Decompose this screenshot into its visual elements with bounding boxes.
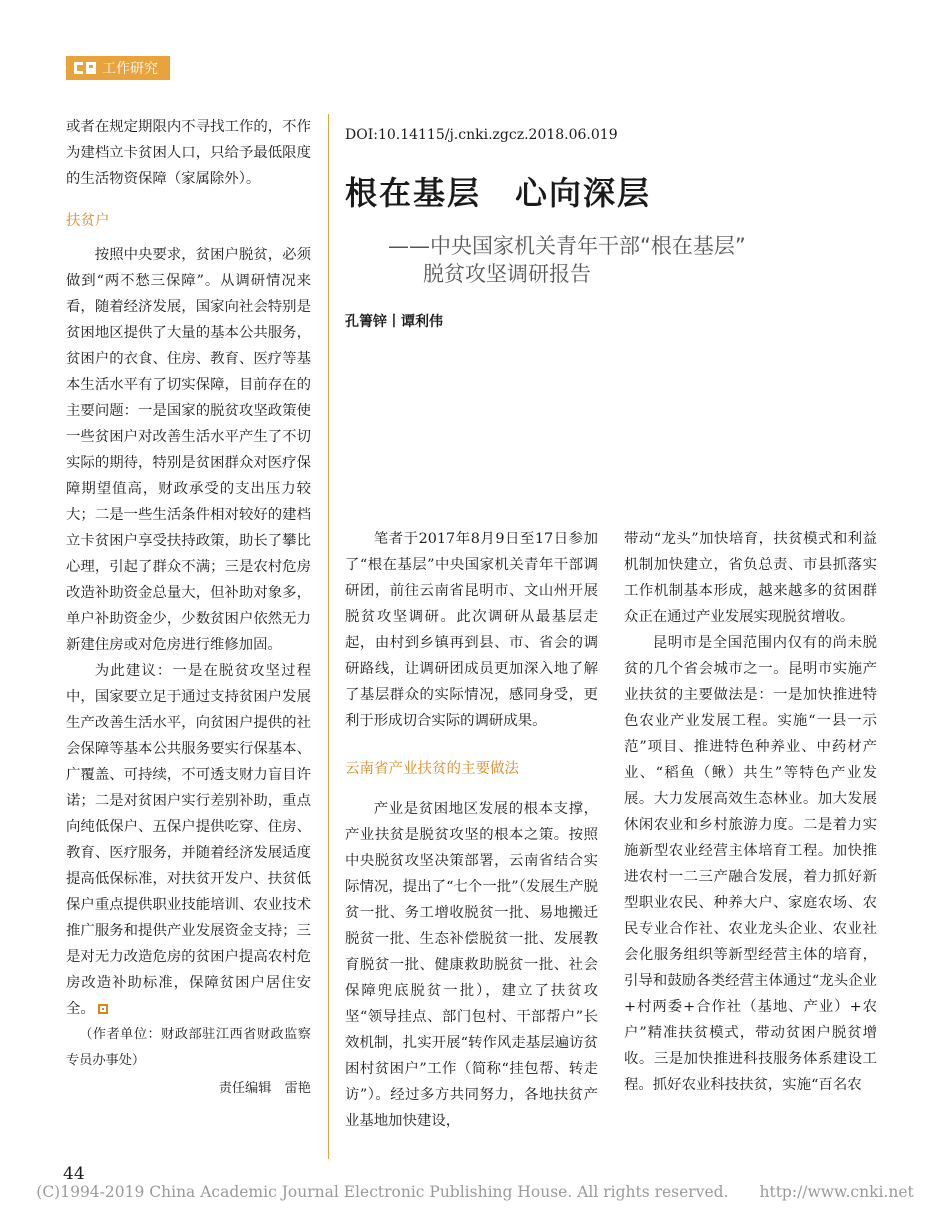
article-subtitle [388,232,746,288]
left-intro-paragraph: 或者在规定期限内不寻找工作的，不作为建档立卡贫困人口，只给予最低限度的生活物资保障（家属除外）。 [66,119,311,187]
left-column [66,114,311,1104]
column-divider [328,114,329,1159]
subtitle-line-1: ——中央国家机关青年干部“根在基层” [388,234,746,258]
doi: DOI:10.14115/j.cnki.zgcz.2018.06.019 [345,127,618,143]
journal-logo-icon [74,62,96,74]
section-badge [66,56,170,80]
middle-column [345,526,598,1134]
article-title: 根在基层 心向深层 [345,174,652,212]
subtitle-line-2: 脱贫攻坚调研报告 [423,262,591,286]
authors: 孔箐锌丨谭利伟 [345,314,443,330]
left-paragraph-2: 为此建议：一是在脱贫攻坚过程中，国家要立足于通过支持贫困户发展生产改善生活水平，向贫困户提供的社会保障等基本公共服务要实行保基本、广覆盖、可持续，不可透支财力盲目许诺；二是对贫困户实行差别补助，重点向纯低保户、五保户提供吃穿、住房、教育、医疗服务，并随着经济发展适度提高低保标准，对扶贫开发户、扶贫低保户重点提供职业技能培训、农业技术推广服务和提供产业发展资金支持；三是对无力改造危房的贫困户提高农村危房改造补助标准，保障贫困户居住安全。 [66,663,311,1017]
middle-paragraph-1: 笔者于2017年8月9日至17日参加了“根在基层”中央国家机关青年干部调研团，前往云南省昆明市、文山州开展脱贫攻坚调研。此次调研从最基层走起，由村到乡镇再到县、市、省会的调研路线，让调研团成员更加深入地了解了基层群众的实际情况，感同身受，更利于形成切合实际的调研成果。 [345,531,598,729]
left-paragraph-1: 按照中央要求，贫困户脱贫，必须做到“两不愁三保障”。从调研情况来看，随着经济发展，国家向社会特别是贫困地区提供了大量的基本公共服务，贫困户的衣食、住房、教育、医疗等基本生活水平有了切实保障，目前存在的主要问题：一是国家的脱贫攻坚政策使一些贫困户对改善生活水平产生了不切实际的期待，特别是贫困群众对医疗保障期望值高，财政承受的支出压力较大；二是一些生活条件相对较好的建档立卡贫困户享受扶持政策，助长了攀比心理，引起了群众不满；三是农村危房改造补助资金总量大，但补助对象多，单户补助资金少，少数贫困户依然无力新建住房或对危房进行维修加固。 [66,247,311,653]
copyright-footer: (C)1994-2019 China Academic Journal Electronic Publishing House. All rights reserved. http://www.cnki.net [36,1183,914,1201]
middle-heading: 云南省产业扶贫的主要做法 [345,761,519,777]
left-heading: 扶贫户 [66,213,110,229]
right-column [624,526,877,1098]
section-label: 工作研究 [102,61,158,77]
page-number: 44 [63,1164,85,1184]
right-paragraph-1: 带动“龙头”加快培育，扶贫模式和利益机制加快建立，省负总责、市县抓落实工作机制基本形成，越来越多的贫困群众正在通过产业发展实现脱贫增收。 [624,531,877,625]
middle-paragraph-2: 产业是贫困地区发展的根本支撑，产业扶贫是脱贫攻坚的根本之策。按照中央脱贫攻坚决策部署，云南省结合实际情况，提出了“七个一批”（发展生产脱贫一批、务工增收脱贫一批、易地搬迁脱贫一批、生态补偿脱贫一批、发展教育脱贫一批、健康救助脱贫一批、社会保障兜底脱贫一批），建立了扶贫攻坚“领导挂点、部门包村、干部帮户”长效机制，扎实开展“转作风走基层遍访贫困村贫困户”工作（简称“挂包帮、转走访”）。经过多方共同努力，各地扶贫产业基地加快建设， [345,801,598,1129]
editor-credit: 责任编辑 雷艳 [218,1081,311,1096]
end-mark-icon [98,1004,108,1014]
right-paragraph-2: 昆明市是全国范围内仅有的尚未脱贫的几个省会城市之一。昆明市实施产业扶贫的主要做法是：一是加快推进特色农业产业发展工程。实施“一县一示范”项目、推进特色种养业、中药材产业、“稻鱼（鳅）共生”等特色产业发展。大力发展高效生态林业。加大发展休闲农业和乡村旅游力度。二是着力实施新型农业经营主体培育工程。加快推进农村一二三产融合发展，着力抓好新型职业农民、种养大户、家庭农场、农民专业合作社、农业龙头企业、农业社会化服务组织等新型经营主体的培育，引导和鼓励各类经营主体通过“龙头企业+村两委+合作社（基地、产业）+农户”精准扶贫模式，带动贫困户脱贫增收。三是加快推进科技服务体系建设工程。抓好农业科技扶贫，实施“百名农 [624,635,877,1093]
author-unit: （作者单位：财政部驻江西省财政监察专员办事处） [66,1027,311,1068]
